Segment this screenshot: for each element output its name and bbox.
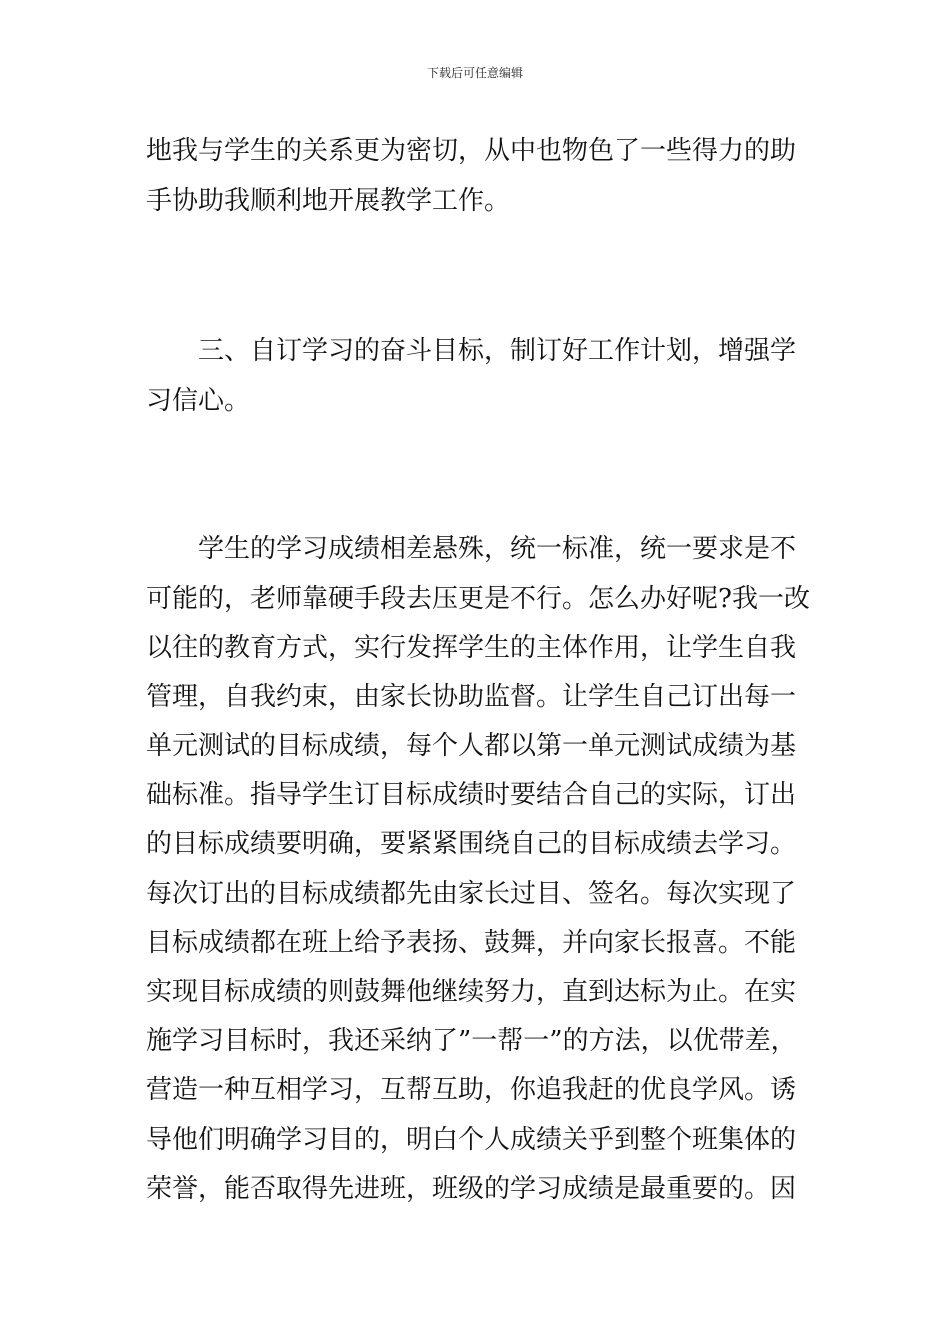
section-heading: 三、自订学习的奋斗目标，制订好工作计划，增强学 (146, 336, 797, 366)
text-line: 导他们明确学习目的，明白个人成绩关乎到整个班集体的 (146, 1125, 797, 1155)
text-line: 荣誉，能否取得先进班，班级的学习成绩是最重要的。因 (146, 1174, 797, 1204)
section-heading: 习信心。 (146, 386, 251, 416)
text-line: 目标成绩都在班上给予表扬、鼓舞，并向家长报喜。不能 (146, 928, 797, 958)
text-line: 础标准。指导学生订目标成绩时要结合自己的实际，订出 (146, 780, 797, 810)
text-line: 可能的，老师靠硬手段去压更是不行。怎么办好呢?我一改 (146, 584, 810, 614)
text-line: 以往的教育方式，实行发挥学生的主体作用，让学生自我 (146, 633, 797, 663)
page-header: 下载后可任意编辑 (426, 66, 523, 80)
text-line: 管理，自我约束，由家长协助监督。让学生自己订出每一 (146, 682, 797, 712)
text-line: 学生的学习成绩相差悬殊，统一标准，统一要求是不 (146, 534, 797, 564)
text-line: 单元测试的目标成绩，每个人都以第一单元测试成绩为基 (146, 731, 797, 761)
text-line: 施学习目标时，我还采纳了”一帮一”的方法，以优带差， (146, 1026, 797, 1056)
text-line: 的目标成绩要明确，要紧紧围绕自己的目标成绩去学习。 (146, 829, 797, 859)
text-line: 每次订出的目标成绩都先由家长过目、签名。每次实现了 (146, 879, 797, 909)
text-line: 手协助我顺利地开展教学工作。 (146, 186, 511, 216)
text-line: 地我与学生的关系更为密切，从中也物色了一些得力的助 (146, 136, 797, 166)
text-line: 实现目标成绩的则鼓舞他继续努力，直到达标为止。在实 (146, 977, 797, 1007)
text-line: 营造一种互相学习，互帮互助，你追我赶的优良学风。诱 (146, 1075, 797, 1105)
